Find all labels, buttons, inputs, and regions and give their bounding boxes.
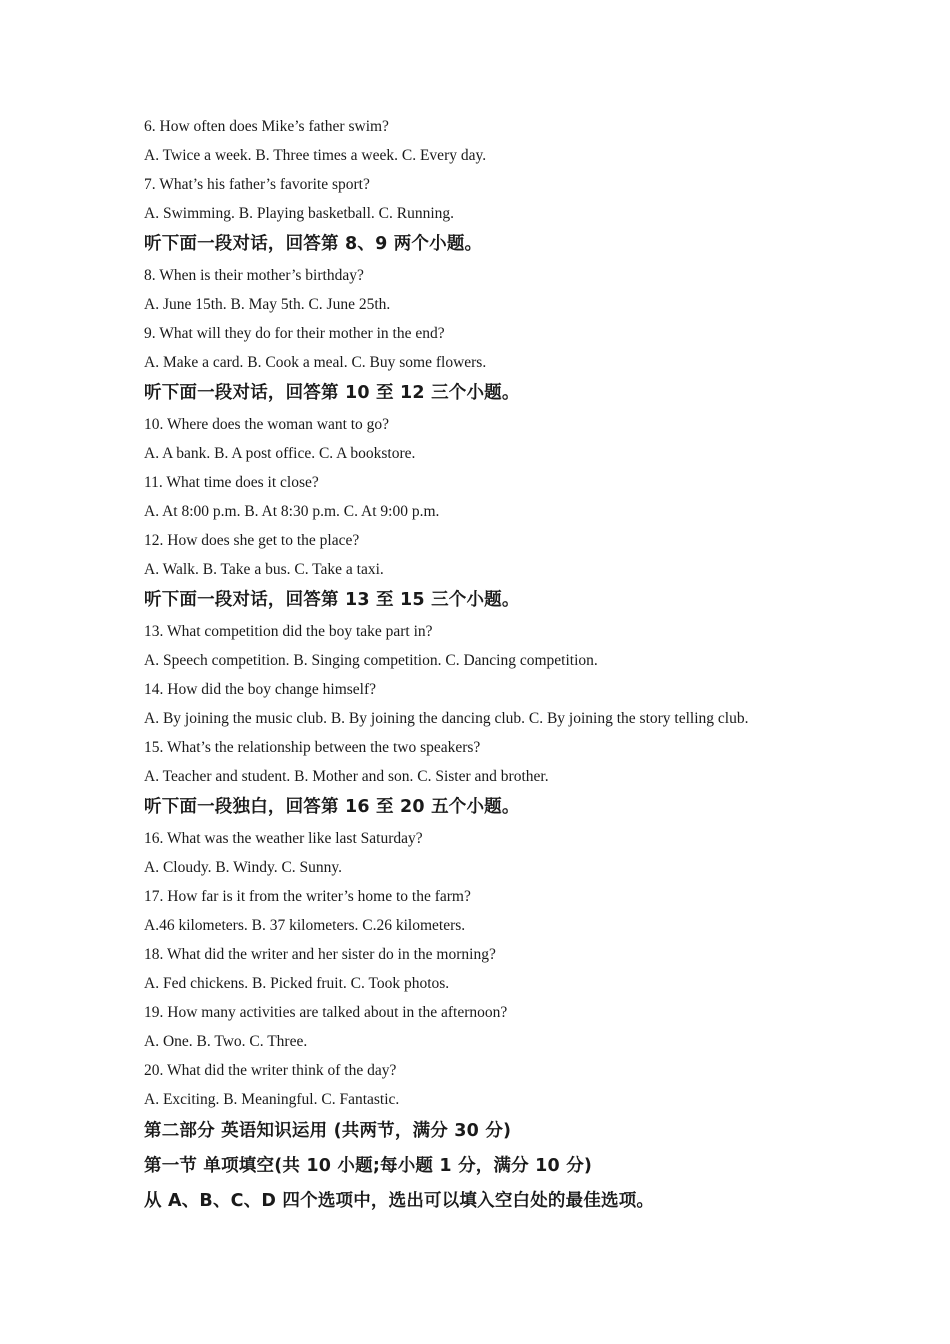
question-line: 11. What time does it close?: [144, 474, 319, 491]
question-line: 14. How did the boy change himself?: [144, 681, 377, 698]
options-line: A. Speech competition. B. Singing competition. C. Dancing competition.: [144, 652, 598, 669]
question-line: 10. Where does the woman want to go?: [144, 416, 390, 433]
question-line: 19. How many activities are talked about in the afternoon?: [144, 1004, 508, 1021]
options-line: A. At 8:00 p.m. B. At 8:30 p.m. C. At 9:00 p.m.: [144, 503, 440, 520]
question-line: 17. How far is it from the writer’s home to the farm?: [144, 888, 471, 905]
question-line: 12. How does she get to the place?: [144, 532, 360, 549]
options-line: A. Fed chickens. B. Picked fruit. C. Took photos.: [144, 975, 450, 992]
question-line: 20. What did the writer think of the day?: [144, 1062, 397, 1079]
part-heading: 第一节 单项填空(共 10 小题;每小题 1 分，满分 10 分): [144, 1156, 593, 1176]
question-line: 15. What’s the relationship between the two speakers?: [144, 739, 481, 756]
options-line: A. Swimming. B. Playing basketball. C. Running.: [144, 205, 455, 222]
options-line: A. June 15th. B. May 5th. C. June 25th.: [144, 296, 391, 313]
options-line: A. Exciting. B. Meaningful. C. Fantastic.: [144, 1091, 400, 1108]
options-line: A.46 kilometers. B. 37 kilometers. C.26 kilometers.: [144, 917, 466, 934]
section-heading: 听下面一段对话，回答第 10 至 12 三个小题。: [144, 383, 520, 403]
section-heading: 听下面一段独白，回答第 16 至 20 五个小题。: [144, 797, 520, 817]
question-line: 13. What competition did the boy take part in?: [144, 623, 433, 640]
question-line: 9. What will they do for their mother in the end?: [144, 325, 445, 342]
options-line: A. Cloudy. B. Windy. C. Sunny.: [144, 859, 343, 876]
options-line: A. One. B. Two. C. Three.: [144, 1033, 308, 1050]
part-heading: 从 A、B、C、D 四个选项中，选出可以填入空白处的最佳选项。: [144, 1191, 655, 1211]
options-line: A. Teacher and student. B. Mother and son. C. Sister and brother.: [144, 768, 549, 785]
question-line: 6. How often does Mike’s father swim?: [144, 118, 389, 135]
options-line: A. By joining the music club. B. By joining the dancing club. C. By joining the story telling club.: [144, 710, 749, 727]
options-line: A. Twice a week. B. Three times a week. C. Every day.: [144, 147, 487, 164]
question-line: 18. What did the writer and her sister do in the morning?: [144, 946, 496, 963]
options-line: A. Walk. B. Take a bus. C. Take a taxi.: [144, 561, 384, 578]
options-line: A. Make a card. B. Cook a meal. C. Buy some flowers.: [144, 354, 487, 371]
options-line: A. A bank. B. A post office. C. A bookstore.: [144, 445, 416, 462]
question-line: 8. When is their mother’s birthday?: [144, 267, 364, 284]
section-heading: 听下面一段对话，回答第 13 至 15 三个小题。: [144, 590, 520, 610]
part-heading: 第二部分 英语知识运用 (共两节，满分 30 分): [144, 1121, 512, 1141]
document-page: [144, 112, 844, 1219]
question-line: 7. What’s his father’s favorite sport?: [144, 176, 370, 193]
question-line: 16. What was the weather like last Saturday?: [144, 830, 423, 847]
section-heading: 听下面一段对话，回答第 8、9 两个小题。: [144, 234, 483, 254]
